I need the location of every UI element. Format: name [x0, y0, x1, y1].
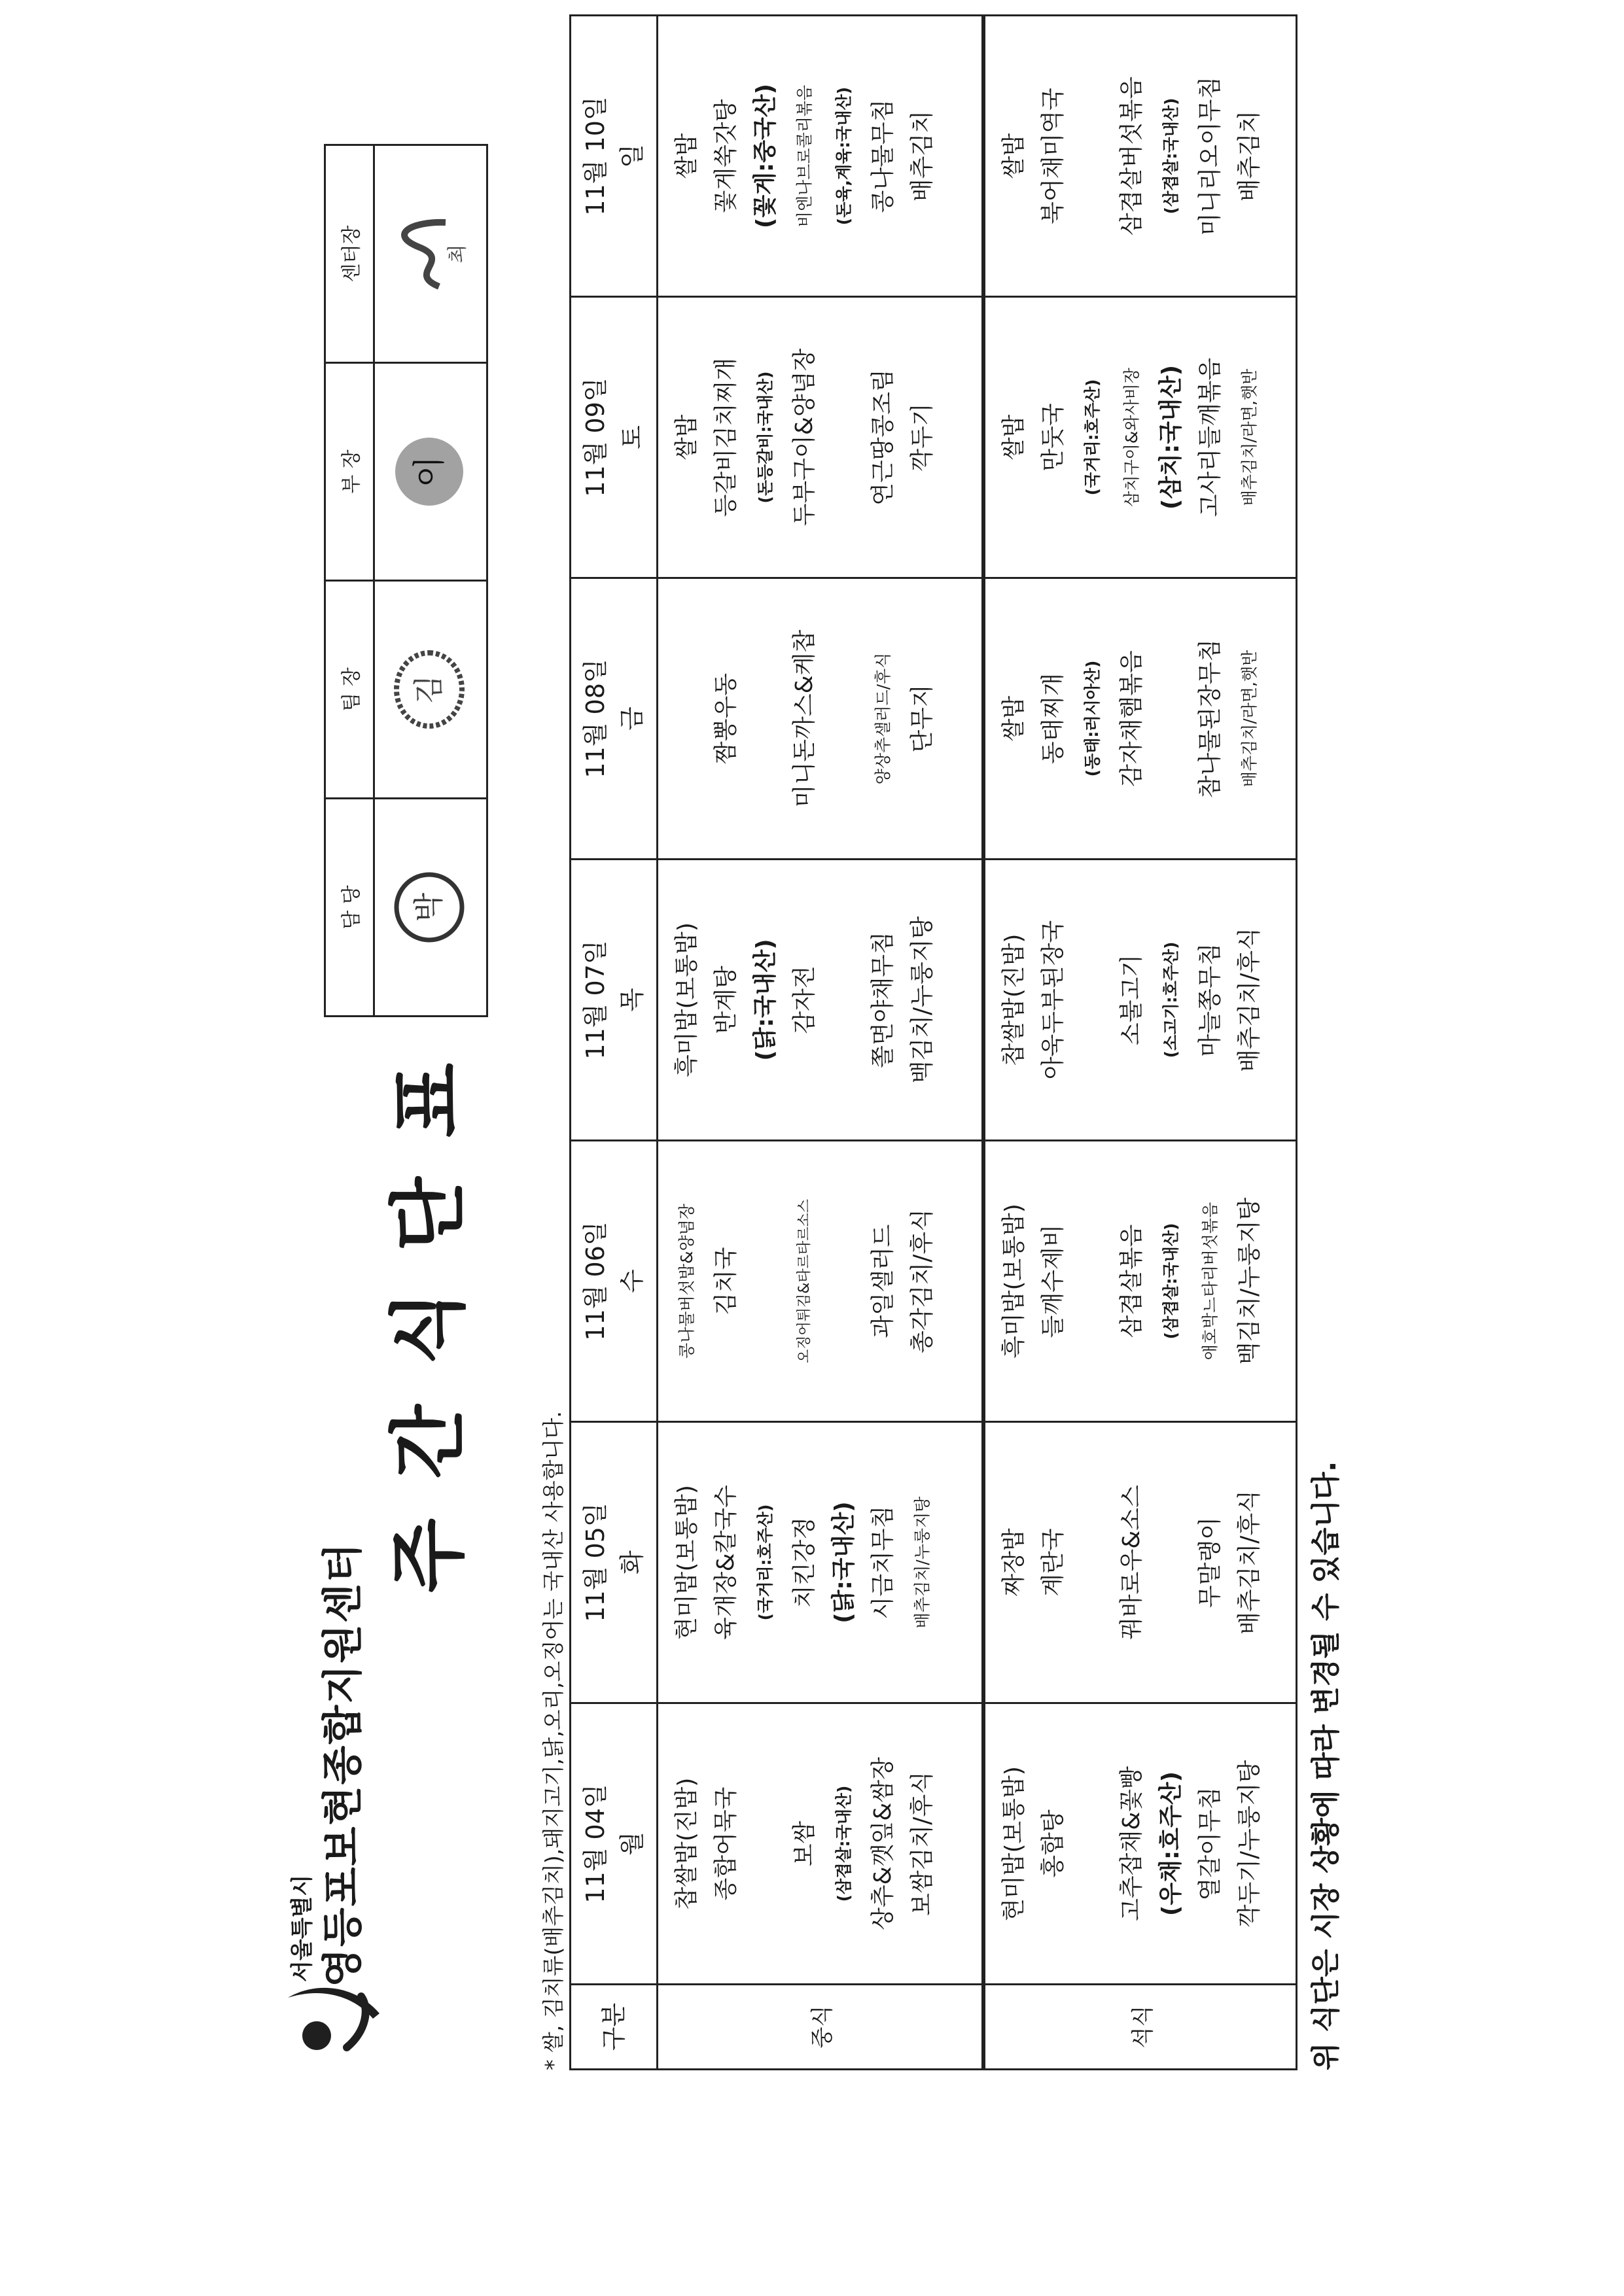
- meal-label: 중식: [658, 1985, 984, 2070]
- menu-day-cell: [983, 1422, 1297, 1703]
- logo-center-name: 영등포보현종합지원센터: [319, 1542, 366, 1987]
- logo-city-text: 서울특별시: [289, 1874, 315, 1982]
- menu-item: [1073, 1144, 1112, 1418]
- menu-item: 배추김치/누룽지탕: [913, 1496, 932, 1629]
- menu-day-cell: [983, 860, 1297, 1141]
- menu-item: 김치국: [713, 1247, 739, 1315]
- menu-item: 콩나물버섯밥&양념장: [677, 1204, 696, 1359]
- menu-item: 무말랭이: [1197, 1516, 1224, 1609]
- page-title: 주간식단표: [383, 1024, 474, 1593]
- menu-item: 꽃게쑥갓탕: [713, 99, 739, 213]
- stamp-text: 박: [411, 892, 446, 922]
- lunch-row: [658, 16, 984, 2070]
- menu-item: 배추김치: [1236, 110, 1263, 202]
- menu-item: 홍합탕: [1040, 1809, 1067, 1878]
- menu-item: [1152, 582, 1191, 856]
- menu-item: [1073, 1707, 1112, 1981]
- menu-day-cell: [983, 297, 1297, 578]
- date-header-row: [571, 16, 658, 2070]
- menu-item: [746, 582, 785, 856]
- menu-item: 배추김치/라면,햇반: [1240, 368, 1259, 506]
- menu-day-cell: [983, 578, 1297, 860]
- menu-item: (삼겹살:국내산): [834, 1785, 853, 1902]
- menu-item: [1073, 19, 1112, 293]
- stamp-text: 이: [410, 455, 448, 488]
- menu-item: 쌀밥: [673, 133, 700, 179]
- seal-stamp-icon: [387, 426, 472, 517]
- menu-item: 오징어튀김&타르타르소스: [796, 1199, 813, 1363]
- menu-item: 배추김치/라면,햇반: [1240, 650, 1259, 788]
- menu-day-cell: [983, 1141, 1297, 1422]
- menu-item: 두부구이&양념장: [791, 348, 818, 527]
- menu-item: 삼치구이&와사비장: [1122, 368, 1141, 507]
- menu-item: 마늘쫑무침: [1197, 943, 1224, 1057]
- menu-item: [667, 582, 707, 856]
- menu-item: 미니돈까스&케찹: [791, 629, 818, 808]
- date-header: 11월 06일 수: [571, 1141, 658, 1422]
- menu-item: 쌀밥: [1000, 133, 1027, 179]
- menu-item: 애호박느타리버섯볶음: [1201, 1202, 1220, 1361]
- menu-item: 반계탕: [713, 965, 739, 1034]
- menu-item: 찹쌀밥(진밥): [673, 1777, 700, 1910]
- approval-stamp-staff: [374, 799, 487, 1017]
- menu-item: 양상추샐러드/후식: [874, 652, 892, 785]
- menu-item: [824, 863, 864, 1137]
- signature-stamp-icon: [387, 208, 472, 300]
- menu-item: 감자전: [791, 965, 818, 1034]
- menu-item: 쌀밥: [1000, 414, 1027, 461]
- menu-item: (꽃게:중국산): [752, 83, 779, 229]
- menu-item: 비엔나브로콜리볶음: [795, 84, 814, 228]
- menu-item: 만둣국: [1040, 403, 1067, 472]
- menu-day-cell: [658, 860, 984, 1141]
- menu-item: 현미밥(보통밥): [673, 1485, 700, 1640]
- menu-item: [824, 300, 864, 574]
- menu-item: 참나물된장무침: [1197, 638, 1224, 799]
- approval-header-manager: 부 장: [325, 363, 374, 581]
- menu-item: (닭:국내산): [752, 939, 779, 1061]
- menu-item: 흑미밥(보통밥): [673, 922, 700, 1077]
- menu-item: 치킨강정: [791, 1516, 818, 1609]
- menu-item: 깍두기: [909, 403, 936, 472]
- menu-item: 보쌈김치/후식: [909, 1771, 936, 1916]
- menu-item: 배추김치/후식: [1236, 928, 1263, 1072]
- menu-item: 현미밥(보통밥): [1000, 1766, 1027, 1921]
- menu-item: (삼치:국내산): [1157, 364, 1184, 510]
- menu-item: 깍두기/누룽지탕: [1236, 1760, 1263, 1928]
- seal-stamp-icon: [387, 644, 472, 735]
- menu-item: 쌀밥: [673, 414, 700, 461]
- meal-label: 석식: [983, 1985, 1297, 2070]
- menu-item: 백김치/누룽지탕: [1236, 1197, 1263, 1365]
- menu-item: (돈육,계육:국내산): [834, 86, 853, 226]
- menu-item: (소고기:호주산): [1161, 941, 1180, 1058]
- menu-item: [1073, 1425, 1112, 1699]
- menu-day-cell: [658, 1422, 984, 1703]
- menu-item: [1073, 863, 1112, 1137]
- menu-item: [746, 1144, 785, 1418]
- menu-item: 고사리들깨볶음: [1197, 357, 1224, 517]
- stamp-text: 김: [411, 674, 446, 704]
- approval-header-team-lead: 팀 장: [325, 581, 374, 799]
- seal-stamp-icon: [387, 865, 472, 950]
- menu-item: 북어채미역국: [1040, 88, 1067, 224]
- menu-item: 연근땅콩조림: [870, 369, 896, 506]
- menu-item: 육개장&칼국수: [713, 1485, 739, 1640]
- date-header: 11월 10일 일: [571, 16, 658, 297]
- approval-box: [324, 144, 488, 1017]
- origin-note: * 쌀, 김치류(배추김치),돼지고기,닭,오리,오징어는 국내산 사용합니다.: [540, 1411, 566, 2070]
- menu-item: 배추김치/후식: [1236, 1490, 1263, 1635]
- menu-item: 쌀밥: [1000, 695, 1027, 742]
- approval-stamp-team-lead: [374, 581, 487, 799]
- menu-item: [1152, 1425, 1191, 1699]
- menu-item: (국거리:호주산): [1083, 379, 1102, 496]
- menu-item: 찹쌀밥(진밥): [1000, 933, 1027, 1066]
- menu-item: (국거리:호주산): [756, 1504, 775, 1621]
- menu-day-cell: [658, 1141, 984, 1422]
- menu-item: 보쌈: [791, 1820, 818, 1867]
- date-header: 11월 04일 월: [571, 1703, 658, 1985]
- menu-item: 짜장밥: [1000, 1528, 1027, 1597]
- menu-item: [824, 1144, 864, 1418]
- menu-item: 배추김치: [909, 110, 936, 202]
- menu-item: 과일샐러드: [870, 1224, 896, 1338]
- menu-item: 소불고기: [1118, 954, 1145, 1046]
- menu-item: 삼겹살버섯볶음: [1118, 76, 1145, 236]
- menu-item: 흑미밥(보통밥): [1000, 1204, 1027, 1359]
- footer-notice: 위 식단은 시장 상황에 따라 변경될 수 있습니다.: [1309, 1461, 1343, 2070]
- menu-item: 단무지: [909, 684, 936, 753]
- menu-day-cell: [658, 16, 984, 297]
- menu-item: [824, 582, 864, 856]
- approval-stamp-director: [374, 145, 487, 363]
- weekly-menu-table: [569, 14, 1297, 2070]
- menu-item: 고추잡채&꽃빵: [1118, 1766, 1145, 1921]
- menu-item: 쫄면야채무침: [870, 931, 896, 1068]
- menu-item: 콩나물무침: [870, 99, 896, 213]
- menu-item: (동태:러시아산): [1083, 660, 1102, 777]
- menu-item: 미니리오이무침: [1197, 76, 1224, 236]
- approval-header-director: 센터장: [325, 145, 374, 363]
- menu-item: 종합어묵국: [713, 1786, 739, 1901]
- menu-day-cell: [983, 16, 1297, 297]
- menu-day-cell: [658, 1703, 984, 1985]
- menu-item: (돈등갈비:국내산): [756, 371, 775, 504]
- menu-item: (우채:호주산): [1157, 1771, 1184, 1917]
- menu-item: 아욱두부된장국: [1040, 920, 1067, 1080]
- stamp-text: 최: [446, 244, 469, 264]
- menu-item: 상추&깻잎&쌈장: [870, 1757, 896, 1930]
- menu-item: 백김치/누룽지탕: [909, 916, 936, 1084]
- date-header: 11월 08일 금: [571, 578, 658, 860]
- menu-day-cell: [983, 1703, 1297, 1985]
- menu-item: 열갈이무침: [1197, 1786, 1224, 1901]
- menu-item: [746, 1707, 785, 1981]
- menu-day-cell: [658, 578, 984, 860]
- menu-day-cell: [658, 297, 984, 578]
- date-header: 11월 09일 토: [571, 297, 658, 578]
- corner-label: 구분: [571, 1985, 658, 2070]
- menu-item: 삼겹살볶음: [1118, 1224, 1145, 1338]
- menu-item: 동태찌개: [1040, 672, 1067, 765]
- menu-item: 등갈비김치찌개: [713, 357, 739, 517]
- menu-item: (삼겹살:국내산): [1161, 1223, 1180, 1340]
- menu-item: 짬뽕우동: [713, 672, 739, 765]
- approval-stamp-manager: [374, 363, 487, 581]
- menu-item: 총각김치/후식: [909, 1209, 936, 1353]
- menu-item: (삼겹살:국내산): [1161, 97, 1180, 215]
- menu-item: (닭:국내산): [830, 1501, 857, 1624]
- date-header: 11월 07일 목: [571, 860, 658, 1141]
- menu-item: 꿔바로우&소스: [1118, 1485, 1145, 1640]
- approval-header-staff: 담 당: [325, 799, 374, 1017]
- dinner-row: [983, 16, 1297, 2070]
- menu-item: 들깨수제비: [1040, 1224, 1067, 1338]
- menu-item: 감자채햄볶음: [1118, 650, 1145, 787]
- menu-item: 시금치무침: [870, 1505, 896, 1620]
- date-header: 11월 05일 화: [571, 1422, 658, 1703]
- menu-item: 계란국: [1040, 1528, 1067, 1597]
